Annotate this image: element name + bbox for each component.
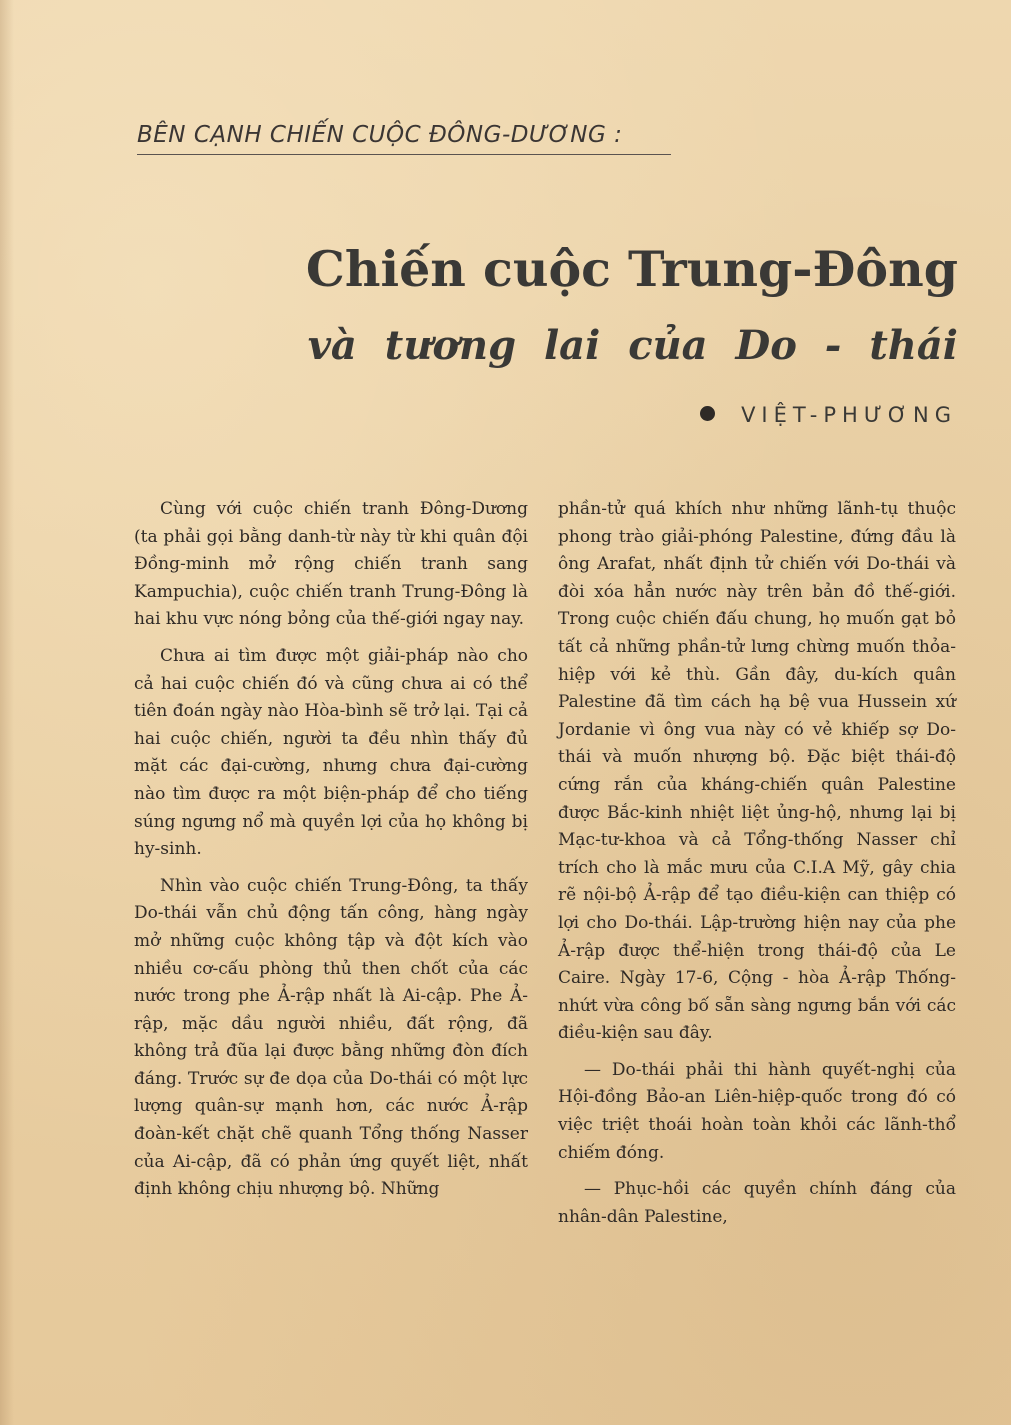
paragraph: Nhìn vào cuộc chiến Trung-Đông, ta thấy Do-thái vẫn chủ động tấn công, hàng ngày mở những cuộc không tập và đột kích vào nhiều cơ-cấu phòng thủ then chốt của các nước trong phe Ả-rập nhất là Ai-cập. Phe Ả-rập, mặc dầu người nhiều, đất rộng, đã không trả đũa lại được bằng những đòn đích đáng. Trước sự đe dọa của Do-thái có một lực lượng quân-sự mạnh hơn, các nước Ả-rập đoàn-kết chặt chẽ quanh Tổng thống Nasser của Ai-cập, đã có phản ứng quyết liệt, nhất định không chịu nhượng bộ. Những bbox=[134, 875, 528, 1200]
section-rule bbox=[137, 154, 671, 155]
byline bbox=[650, 403, 957, 427]
paragraph: — Phục-hồi các quyền chính đáng của nhân-dân Palestine, bbox=[558, 1179, 956, 1227]
right-column bbox=[558, 496, 956, 1240]
page-edge-shadow bbox=[0, 0, 14, 1425]
paragraph: Cùng với cuộc chiến tranh Đông-Dương (ta phải gọi bằng danh-từ này từ khi quân đội Đồng-minh mở rộng chiến tranh sang Kampuchia), cuộc chiến tranh Trung-Đông là hai khu vực nóng bỏng của thế-giới ngay nay. bbox=[134, 499, 528, 630]
left-column bbox=[134, 496, 528, 1213]
paragraph: Chưa ai tìm được một giải-pháp nào cho cả hai cuộc chiến đó và cũng chưa ai có thể tiên đoán ngày nào Hòa-bình sẽ trở lại. Tại cả hai cuộc chiến, người ta đều nhìn thấy đủ mặt các đại-cường, nhưng chưa đại-cường nào tìm được ra một biện-pháp để cho tiếng súng ngưng nổ mà quyền lợi của họ không bị hy-sinh. bbox=[134, 645, 528, 860]
author-name: VIỆT-PHƯƠNG bbox=[741, 403, 957, 427]
bullet-icon bbox=[700, 406, 715, 421]
article-subtitle: và tương lai của Do - thái bbox=[307, 322, 958, 369]
paragraph: — Do-thái phải thi hành quyết-nghị của Hội-đồng Bảo-an Liên-hiệp-quốc trong đó có việc triệt thoái hoàn toàn khỏi các lãnh-thổ chiếm đóng. bbox=[558, 1059, 956, 1163]
article-title: Chiến cuộc Trung-Đông bbox=[305, 240, 958, 298]
paragraph: phần-tử quá khích như những lãnh-tụ thuộc phong trào giải-phóng Palestine, đứng đầu là ông Arafat, nhất định tử chiến với Do-thái và đòi xóa hẳn nước này trên bản đồ thế-giới. Trong cuộc chiến đấu chung, họ muốn gạt bỏ tất cả những phần-tử lưng chừng muốn thỏa-hiệp với kẻ thù. Gần đây, du-kích quân Palestine đã tìm cách hạ bệ vua Hussein xứ Jordanie vì ông vua này có vẻ khiếp sợ Do-thái và muốn nhượng bộ. Đặc biệt thái-độ cứng rắn của kháng-chiến quân Palestine được Bắc-kinh nhiệt liệt ủng-hộ, nhưng lại bị Mạc-tư-khoa và cả Tổng-thống Nasser chỉ trích cho là mắc mưu của C.I.A Mỹ, gây chia rẽ nội-bộ Ả-rập để tạo điều-kiện can thiệp có lợi cho Do-thái. Lập-trường hiện nay của phe Ả-rập được thể-hiện trong thái-độ của Le Caire. Ngày 17-6, Cộng - hòa Ả-rập Thống-nhứt vừa công bố sẵn sàng ngưng bắn với các điều-kiện sau đây. bbox=[558, 499, 956, 1044]
section-label: BÊN CẠNH CHIẾN CUỘC ĐÔNG-DƯƠNG : bbox=[137, 122, 623, 148]
